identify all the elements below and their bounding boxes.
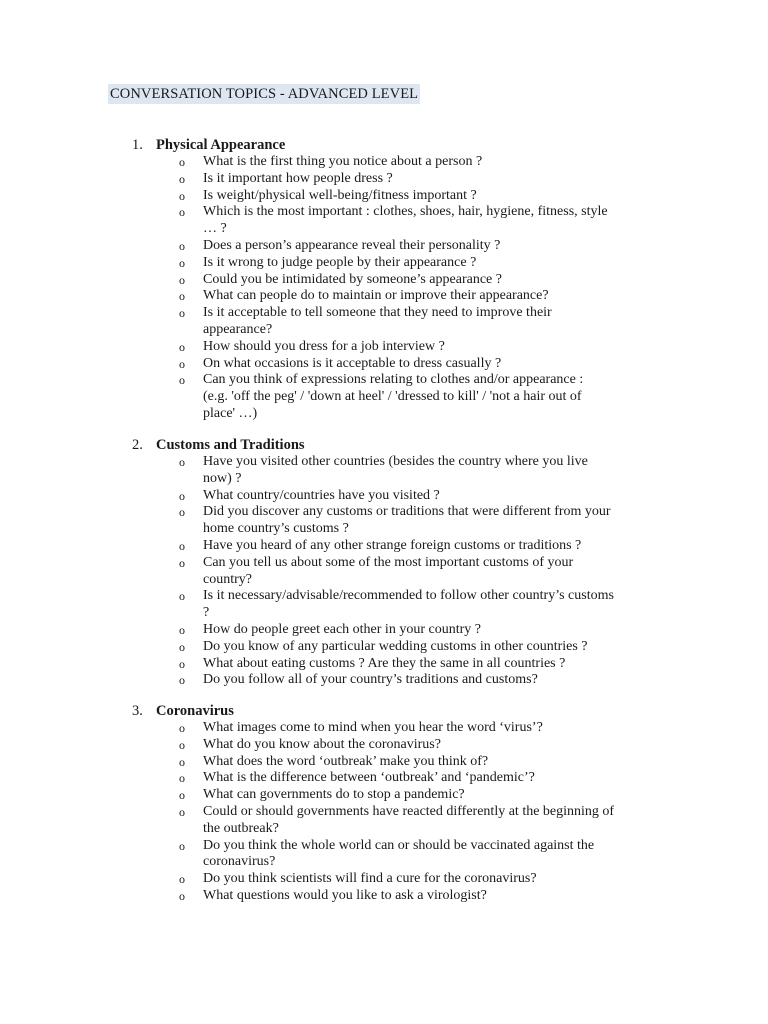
question-text: What is the difference between ‘outbreak’ and ‘pandemic’? — [203, 770, 535, 786]
question-item — [132, 838, 692, 872]
question-list — [132, 720, 692, 905]
question-item — [132, 339, 692, 356]
bullet-icon: o — [179, 205, 185, 220]
question-item — [132, 804, 692, 838]
question-list — [132, 154, 692, 423]
question-text: place' …) — [203, 405, 258, 421]
question-text: Is it necessary/advisable/recommended to follow other country’s customs — [203, 588, 614, 604]
question-item — [132, 288, 692, 305]
section-coronavirus — [132, 702, 692, 905]
question-text: How do people greet each other in your country ? — [203, 621, 481, 637]
page-title: CONVERSATION TOPICS - ADVANCED LEVEL — [110, 86, 419, 102]
bullet-icon: o — [179, 356, 185, 371]
question-text: Do you think scientists will find a cure for the coronavirus? — [203, 871, 537, 887]
bullet-icon: o — [179, 804, 185, 819]
question-text: ? — [203, 605, 210, 621]
section-number: 2. — [132, 437, 143, 453]
question-item — [132, 720, 692, 737]
question-text: Do you know of any particular wedding customs in other countries ? — [203, 638, 588, 654]
section-heading — [132, 702, 692, 720]
question-text: country? — [203, 571, 252, 587]
bullet-icon: o — [179, 872, 185, 887]
question-text: Is it wrong to judge people by their appearance ? — [203, 254, 477, 270]
question-text: What does the word ‘outbreak’ make you think of? — [203, 753, 489, 769]
question-item — [132, 787, 692, 804]
question-list — [132, 454, 692, 689]
bullet-icon: o — [179, 538, 185, 553]
question-text: Can you think of expressions relating to clothes and/or appearance : — [203, 372, 584, 388]
question-item — [132, 204, 692, 238]
question-text: appearance? — [203, 321, 273, 337]
bullet-icon: o — [179, 555, 185, 570]
question-text: What can governments do to stop a pandemic? — [203, 787, 465, 803]
question-text: What do you know about the coronavirus? — [203, 736, 441, 752]
question-item — [132, 888, 692, 905]
question-text: Could you be intimidated by someone’s appearance ? — [203, 271, 502, 287]
question-item — [132, 188, 692, 205]
bullet-icon: o — [179, 737, 185, 752]
bullet-icon: o — [179, 488, 185, 503]
question-text: Can you tell us about some of the most important customs of your — [203, 554, 574, 570]
question-item — [132, 555, 692, 589]
bullet-icon: o — [179, 155, 185, 169]
question-text: Which is the most important : clothes, shoes, hair, hygiene, fitness, style — [203, 204, 608, 220]
question-item — [132, 272, 692, 289]
question-item — [132, 504, 692, 538]
question-text: How should you dress for a job interview ? — [203, 338, 445, 354]
section-physical-appearance — [132, 136, 692, 423]
question-item — [132, 538, 692, 555]
bullet-icon: o — [179, 754, 185, 769]
bullet-icon: o — [179, 838, 185, 853]
question-text: Is it important how people dress ? — [203, 170, 393, 186]
section-heading — [132, 436, 692, 454]
question-text: now) ? — [203, 470, 242, 486]
bullet-icon: o — [179, 373, 185, 388]
bullet-icon: o — [179, 788, 185, 803]
question-item — [132, 770, 692, 787]
bullet-icon: o — [179, 272, 185, 287]
question-text: Is weight/physical well-being/fitness important ? — [203, 187, 477, 203]
bullet-icon: o — [179, 306, 185, 321]
question-item — [132, 305, 692, 339]
bullet-icon: o — [179, 289, 185, 304]
question-text: What about eating customs ? Are they the same in all countries ? — [203, 655, 566, 671]
question-item — [132, 639, 692, 656]
question-text: coronavirus? — [203, 854, 276, 870]
bullet-icon: o — [179, 673, 185, 688]
question-item — [132, 238, 692, 255]
question-item — [132, 737, 692, 754]
question-text: What questions would you like to ask a virologist? — [203, 887, 487, 903]
bullet-icon: o — [179, 171, 185, 186]
question-text: (e.g. 'off the peg' / 'down at heel' / 'dressed to kill' / 'not a hair out of — [203, 389, 582, 405]
question-text: Does a person’s appearance reveal their personality ? — [203, 237, 501, 253]
section-title: Coronavirus — [156, 703, 234, 719]
question-item — [132, 372, 692, 422]
question-text: Do you follow all of your country’s traditions and customs? — [203, 672, 538, 688]
question-text: What can people do to maintain or improve their appearance? — [203, 288, 549, 304]
question-text: Do you think the whole world can or should be vaccinated against the — [203, 837, 595, 853]
question-item — [132, 154, 692, 171]
question-item — [132, 754, 692, 771]
question-text: Did you discover any customs or traditions that were different from your — [203, 504, 611, 520]
section-heading — [132, 136, 692, 154]
section-title: Customs and Traditions — [156, 437, 305, 453]
question-item — [132, 622, 692, 639]
bullet-icon: o — [179, 238, 185, 253]
question-item — [132, 255, 692, 272]
bullet-icon: o — [179, 505, 185, 520]
bullet-icon: o — [179, 888, 185, 903]
question-text: Could or should governments have reacted differently at the beginning of — [203, 803, 615, 819]
bullet-icon: o — [179, 656, 185, 671]
question-text: … ? — [203, 221, 227, 237]
question-text: Is it acceptable to tell someone that they need to improve their — [203, 305, 552, 321]
question-text: the outbreak? — [203, 820, 279, 836]
question-text: What is the first thing you notice about a person ? — [203, 154, 483, 169]
bullet-icon: o — [179, 639, 185, 654]
section-title: Physical Appearance — [156, 137, 286, 153]
question-text: Have you heard of any other strange foreign customs or traditions ? — [203, 537, 582, 553]
bullet-icon: o — [179, 589, 185, 604]
bullet-icon: o — [179, 455, 185, 469]
question-item — [132, 171, 692, 188]
question-item — [132, 656, 692, 673]
section-customs-and-traditions — [132, 436, 692, 689]
question-text: What country/countries have you visited ? — [203, 487, 440, 503]
bullet-icon: o — [179, 721, 185, 735]
bullet-icon: o — [179, 255, 185, 270]
question-text: On what occasions is it acceptable to dress casually ? — [203, 355, 502, 371]
question-item — [132, 356, 692, 373]
bullet-icon: o — [179, 188, 185, 203]
question-item — [132, 588, 692, 622]
bullet-icon: o — [179, 771, 185, 786]
question-item — [132, 454, 692, 488]
question-text: home country’s customs ? — [203, 521, 349, 537]
question-item — [132, 672, 692, 689]
bullet-icon: o — [179, 339, 185, 354]
question-item — [132, 871, 692, 888]
section-number: 3. — [132, 703, 143, 719]
question-text: Have you visited other countries (besides the country where you live — [203, 454, 588, 469]
bullet-icon: o — [179, 622, 185, 637]
question-text: What images come to mind when you hear the word ‘virus’? — [203, 720, 543, 735]
question-item — [132, 488, 692, 505]
section-number: 1. — [132, 137, 143, 153]
